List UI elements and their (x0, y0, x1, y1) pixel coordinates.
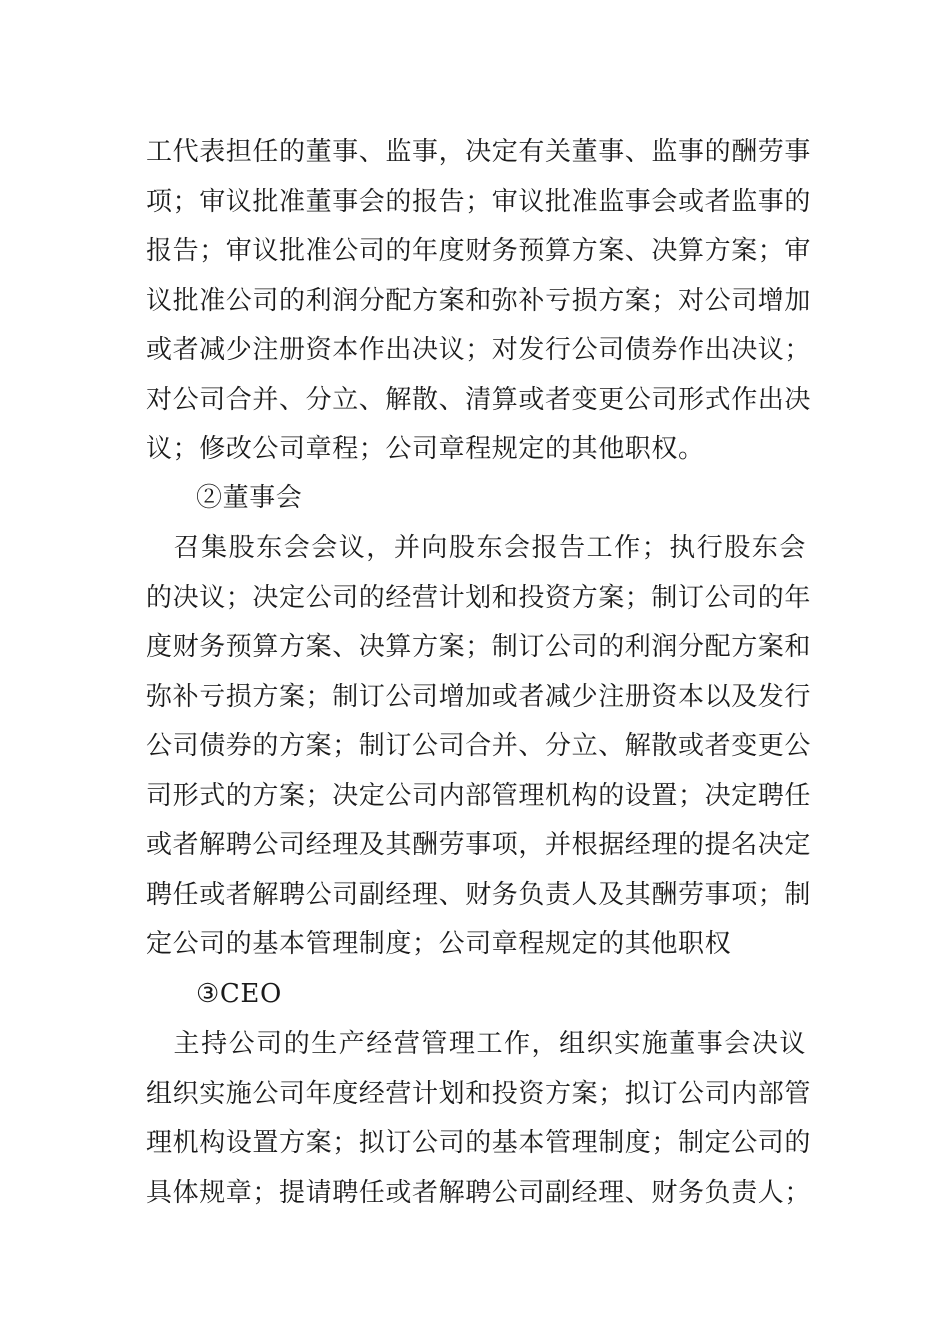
text-line: 议批准公司的利润分配方案和弥补亏损方案；对公司增加 (146, 285, 812, 316)
text-line: 公司债券的方案；制订公司合并、分立、解散或者变更公 (146, 731, 812, 761)
text-line: 具体规章；提请聘任或者解聘公司副经理、财务负责人； (146, 1177, 812, 1208)
text-line: 报告；审议批准公司的年度财务预算方案、决算方案；审 (146, 236, 812, 266)
paragraph-board-powers (146, 524, 812, 970)
text-line: 或者减少注册资本作出决议；对发行公司债券作出决议； (146, 335, 812, 365)
section-heading-ceo: ③CEO (196, 979, 282, 1009)
text-line: 对公司合并、分立、解散、清算或者变更公司形式作出决 (146, 384, 812, 415)
text-line: 召集股东会会议，并向股东会报告工作；执行股东会 (146, 533, 806, 563)
text-line: 主持公司的生产经营管理工作，组织实施董事会决议 (146, 1029, 806, 1059)
text-line: 度财务预算方案、决算方案；制订公司的利润分配方案和 (146, 632, 812, 662)
paragraph-shareholders-powers (146, 128, 812, 475)
text-line: 工代表担任的董事、监事，决定有关董事、监事的酬劳事 (146, 137, 812, 167)
text-line: 司形式的方案；决定公司内部管理机构的设置；决定聘任 (146, 780, 812, 811)
text-line: 议；修改公司章程；公司章程规定的其他职权。 (146, 434, 705, 464)
text-line: 定公司的基本管理制度；公司章程规定的其他职权 (146, 929, 732, 959)
text-line: 组织实施公司年度经营计划和投资方案；拟订公司内部管 (146, 1078, 812, 1109)
paragraph-ceo-duties (146, 1020, 812, 1218)
text-line: 的决议；决定公司的经营计划和投资方案；制订公司的年 (146, 582, 812, 613)
text-line: 弥补亏损方案；制订公司增加或者减少注册资本以及发行 (146, 681, 812, 712)
text-line: 项；审议批准董事会的报告；审议批准监事会或者监事的 (146, 186, 812, 217)
text-line: 聘任或者解聘公司副经理、财务负责人及其酬劳事项；制 (146, 879, 812, 910)
text-line: 或者解聘公司经理及其酬劳事项，并根据经理的提名决定 (146, 830, 812, 860)
section-heading-board: ②董事会 (196, 483, 303, 513)
text-line: 理机构设置方案；拟订公司的基本管理制度；制定公司的 (146, 1128, 812, 1158)
